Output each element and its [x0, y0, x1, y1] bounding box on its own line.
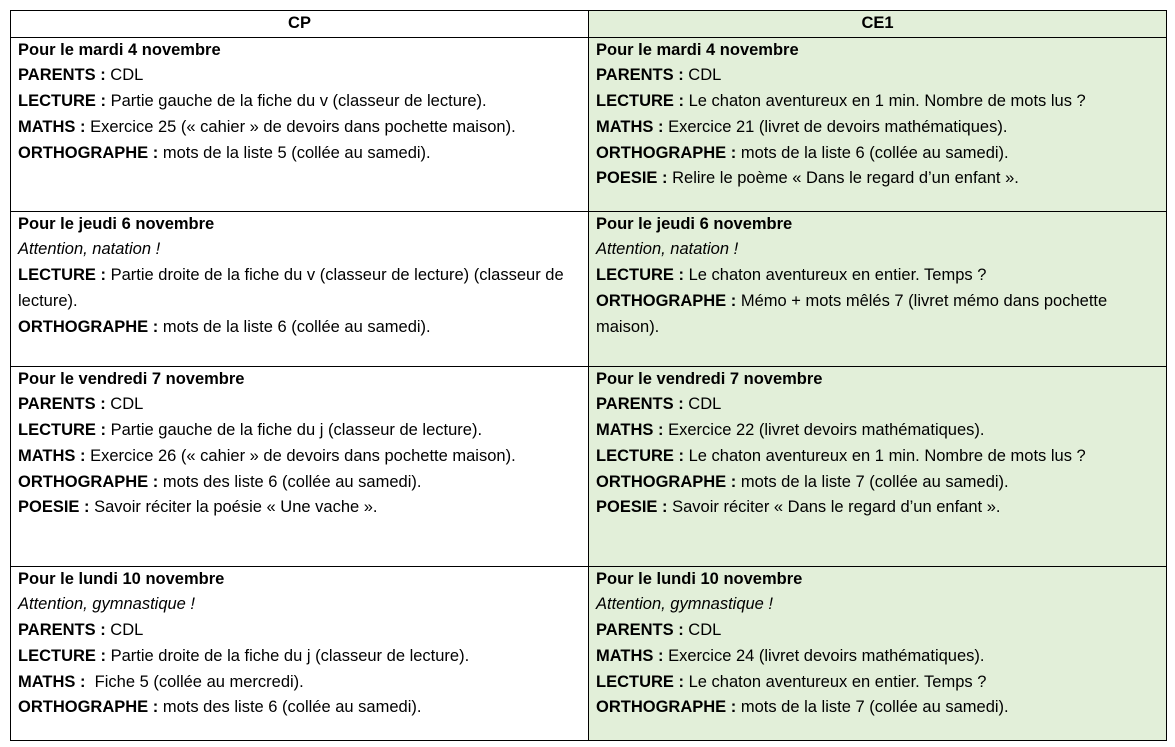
assignment-text: Partie droite de la fiche du v (classeur de lecture) (classeur de lecture).	[18, 266, 569, 310]
assignment-line	[596, 263, 1159, 289]
assignment-text: mots de la liste 7 (collée au samedi).	[736, 698, 1009, 717]
header-ce1: CE1	[589, 11, 1167, 38]
subject-label: MATHS :	[18, 117, 86, 136]
attention-note: Attention, natation !	[596, 240, 739, 259]
subject-label: ORTHOGRAPHE :	[596, 291, 737, 310]
cell-ce1	[589, 366, 1167, 566]
assignment-line	[596, 115, 1159, 141]
table-row	[11, 566, 1167, 740]
assignment-text: Le chaton aventureux en 1 min. Nombre de mots lus ?	[684, 446, 1086, 465]
assignment-line	[18, 392, 581, 418]
subject-label: ORTHOGRAPHE :	[18, 143, 159, 162]
assignment-text: CDL	[105, 621, 144, 640]
assignment-line	[18, 418, 581, 444]
attention-note: Attention, gymnastique !	[18, 595, 196, 614]
assignment-line	[18, 644, 581, 670]
subject-label: PARENTS :	[596, 395, 684, 414]
cell-cp	[11, 566, 589, 740]
assignment-line	[18, 63, 581, 89]
assignment-line	[596, 444, 1159, 470]
subject-label: ORTHOGRAPHE :	[596, 472, 737, 491]
cell-ce1	[589, 566, 1167, 740]
assignment-line	[596, 618, 1159, 644]
assignment-text: Savoir réciter « Dans le regard d’un enfant ».	[667, 498, 1001, 517]
assignment-text: Le chaton aventureux en 1 min. Nombre de mots lus ?	[684, 92, 1086, 111]
due-date-title: Pour le lundi 10 novembre	[18, 569, 225, 588]
subject-label: MATHS :	[596, 117, 664, 136]
assignment-line	[18, 470, 581, 496]
subject-label: MATHS :	[18, 446, 86, 465]
subject-label: LECTURE :	[596, 672, 684, 691]
due-date-title: Pour le mardi 4 novembre	[596, 40, 799, 59]
header-cp: CP	[11, 11, 589, 38]
subject-label: ORTHOGRAPHE :	[596, 698, 737, 717]
subject-label: LECTURE :	[18, 266, 106, 285]
assignment-text: CDL	[683, 66, 722, 85]
assignment-line	[18, 495, 581, 521]
assignment-line	[596, 141, 1159, 167]
assignment-line	[18, 263, 581, 314]
subject-label: PARENTS :	[596, 66, 684, 85]
assignment-line	[596, 695, 1159, 721]
assignment-line	[18, 444, 581, 470]
subject-label: PARENTS :	[18, 395, 106, 414]
assignment-text: Fiche 5 (collée au mercredi).	[85, 672, 304, 691]
subject-label: MATHS :	[596, 421, 664, 440]
assignment-line	[18, 89, 581, 115]
due-date-title: Pour le mardi 4 novembre	[18, 40, 221, 59]
assignment-text: mots de la liste 6 (collée au samedi).	[158, 317, 431, 336]
subject-label: MATHS :	[596, 646, 664, 665]
subject-label: POESIE :	[596, 169, 668, 188]
due-date-title: Pour le vendredi 7 novembre	[18, 369, 245, 388]
assignment-line	[596, 644, 1159, 670]
assignment-text: Exercice 21 (livret de devoirs mathématiques).	[663, 117, 1008, 136]
assignment-text: CDL	[105, 66, 144, 85]
header-row	[11, 11, 1167, 38]
subject-label: ORTHOGRAPHE :	[596, 143, 737, 162]
table-row	[11, 366, 1167, 566]
assignment-text: mots des liste 6 (collée au samedi).	[158, 472, 422, 491]
assignment-text: CDL	[105, 395, 144, 414]
assignment-line	[596, 392, 1159, 418]
due-date-title: Pour le lundi 10 novembre	[596, 569, 803, 588]
cell-cp	[11, 366, 589, 566]
subject-label: LECTURE :	[596, 92, 684, 111]
assignment-text: Partie gauche de la fiche du j (classeur de lecture).	[106, 421, 483, 440]
due-date-title: Pour le jeudi 6 novembre	[596, 214, 793, 233]
subject-label: LECTURE :	[18, 92, 106, 111]
assignment-line	[596, 495, 1159, 521]
homework-table	[10, 10, 1167, 741]
assignment-line	[596, 166, 1159, 192]
assignment-text: Exercice 26 (« cahier » de devoirs dans pochette maison).	[85, 446, 516, 465]
attention-note: Attention, gymnastique !	[596, 595, 774, 614]
subject-label: ORTHOGRAPHE :	[18, 472, 159, 491]
assignment-text: Savoir réciter la poésie « Une vache ».	[89, 498, 378, 517]
assignment-line	[596, 470, 1159, 496]
assignment-text: Partie droite de la fiche du j (classeur de lecture).	[106, 646, 470, 665]
assignment-line	[18, 618, 581, 644]
subject-label: LECTURE :	[596, 266, 684, 285]
subject-label: PARENTS :	[18, 621, 106, 640]
subject-label: LECTURE :	[18, 646, 106, 665]
assignment-text: mots de la liste 5 (collée au samedi).	[158, 143, 431, 162]
table-row	[11, 211, 1167, 366]
due-date-title: Pour le jeudi 6 novembre	[18, 214, 215, 233]
assignment-text: mots de la liste 6 (collée au samedi).	[736, 143, 1009, 162]
assignment-text: Mémo + mots mêlés 7 (livret mémo dans pochette maison).	[596, 291, 1112, 336]
attention-note: Attention, natation !	[18, 240, 161, 259]
assignment-line	[596, 63, 1159, 89]
assignment-line	[18, 695, 581, 721]
cell-cp	[11, 37, 589, 211]
assignment-text: Partie gauche de la fiche du v (classeur de lecture).	[106, 92, 487, 111]
assignment-text: mots des liste 6 (collée au samedi).	[158, 698, 422, 717]
assignment-text: mots de la liste 7 (collée au samedi).	[736, 472, 1009, 491]
assignment-text: Exercice 22 (livret devoirs mathématiques).	[663, 421, 985, 440]
assignment-text: CDL	[683, 395, 722, 414]
assignment-line	[18, 315, 581, 341]
assignment-line	[18, 141, 581, 167]
due-date-title: Pour le vendredi 7 novembre	[596, 369, 823, 388]
table-row	[11, 37, 1167, 211]
assignment-text: Le chaton aventureux en entier. Temps ?	[684, 266, 987, 285]
subject-label: LECTURE :	[596, 446, 684, 465]
assignment-line	[18, 115, 581, 141]
cell-ce1	[589, 211, 1167, 366]
subject-label: ORTHOGRAPHE :	[18, 698, 159, 717]
subject-label: PARENTS :	[18, 66, 106, 85]
subject-label: ORTHOGRAPHE :	[18, 317, 159, 336]
cell-ce1	[589, 37, 1167, 211]
assignment-line	[18, 670, 581, 696]
assignment-text: Exercice 24 (livret devoirs mathématiques).	[663, 646, 985, 665]
cell-cp	[11, 211, 589, 366]
subject-label: POESIE :	[18, 498, 90, 517]
assignment-line	[596, 89, 1159, 115]
assignment-text: Relire le poème « Dans le regard d’un enfant ».	[667, 169, 1019, 188]
subject-label: MATHS :	[18, 672, 86, 691]
assignment-text: Exercice 25 (« cahier » de devoirs dans pochette maison).	[85, 117, 516, 136]
assignment-line	[596, 289, 1159, 340]
assignment-text: Le chaton aventureux en entier. Temps ?	[684, 672, 987, 691]
assignment-line	[596, 418, 1159, 444]
assignment-text: CDL	[683, 621, 722, 640]
subject-label: POESIE :	[596, 498, 668, 517]
subject-label: PARENTS :	[596, 621, 684, 640]
subject-label: LECTURE :	[18, 421, 106, 440]
assignment-line	[596, 670, 1159, 696]
